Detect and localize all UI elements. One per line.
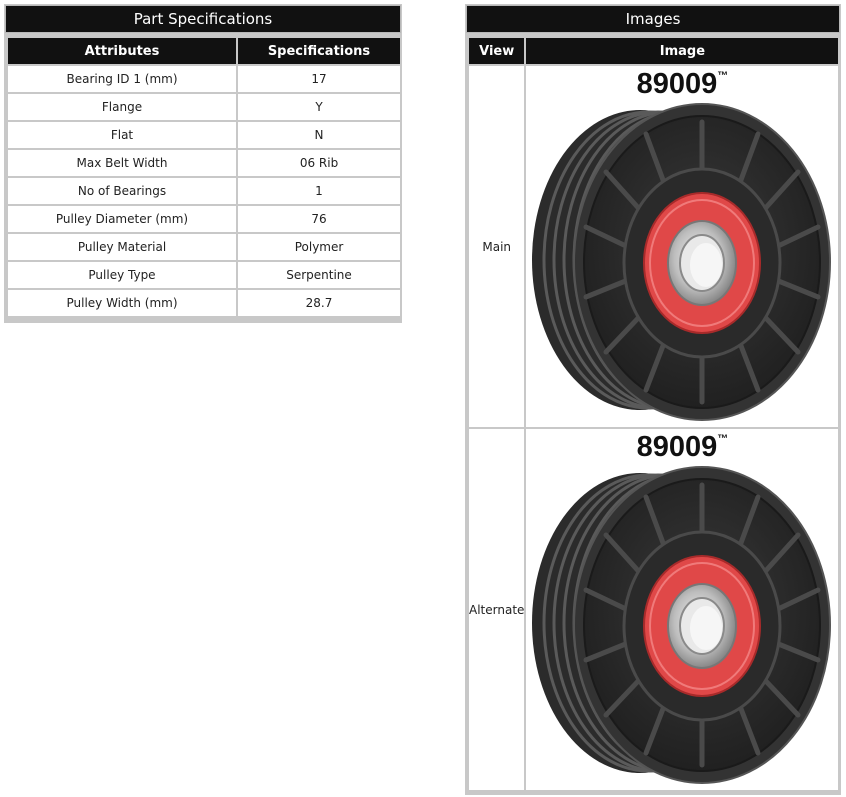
table-row [8, 94, 400, 120]
table-row [8, 178, 400, 204]
value-cell: 28.7 [238, 290, 400, 316]
attributes-column-header: Attributes [8, 38, 236, 64]
value-cell: 1 [238, 178, 400, 204]
attribute-cell: Pulley Width (mm) [8, 290, 236, 316]
part-number-text: 89009 [636, 68, 718, 100]
images-header-row [469, 38, 838, 64]
attribute-cell: Flat [8, 122, 236, 148]
images-table [467, 36, 840, 792]
table-row [8, 150, 400, 176]
image-row-main [469, 66, 838, 427]
part-number-label [526, 431, 838, 464]
pulley-image[interactable] [530, 465, 834, 787]
table-row [8, 234, 400, 260]
table-row [8, 206, 400, 232]
value-cell: 17 [238, 66, 400, 92]
image-row-alternate [469, 429, 838, 790]
trademark-symbol: ™ [717, 433, 729, 445]
attribute-cell: No of Bearings [8, 178, 236, 204]
attribute-cell: Pulley Material [8, 234, 236, 260]
part-specifications-panel [4, 4, 402, 323]
attribute-cell: Pulley Diameter (mm) [8, 206, 236, 232]
view-label: Alternate [469, 429, 524, 790]
attribute-cell: Flange [8, 94, 236, 120]
product-image-cell[interactable] [526, 66, 838, 427]
image-column-header: Image [526, 38, 838, 64]
value-cell: Polymer [238, 234, 400, 260]
table-row [8, 66, 400, 92]
attribute-cell: Max Belt Width [8, 150, 236, 176]
value-cell: Serpentine [238, 262, 400, 288]
specifications-header-row [8, 38, 400, 64]
part-number-text: 89009 [636, 431, 718, 463]
value-cell: N [238, 122, 400, 148]
product-image-cell[interactable] [526, 429, 838, 790]
part-number-label [526, 68, 838, 101]
pulley-image[interactable] [530, 102, 834, 424]
view-label: Main [469, 66, 524, 427]
value-cell: 76 [238, 206, 400, 232]
attribute-cell: Bearing ID 1 (mm) [8, 66, 236, 92]
table-row [8, 262, 400, 288]
trademark-symbol: ™ [717, 70, 729, 82]
images-panel [465, 4, 841, 795]
value-cell: Y [238, 94, 400, 120]
specifications-table [6, 36, 402, 318]
images-title: Images [466, 5, 840, 33]
table-row [8, 290, 400, 316]
part-specifications-title: Part Specifications [5, 5, 401, 33]
value-cell: 06 Rib [238, 150, 400, 176]
table-row [8, 122, 400, 148]
specifications-column-header: Specifications [238, 38, 400, 64]
attribute-cell: Pulley Type [8, 262, 236, 288]
view-column-header: View [469, 38, 524, 64]
